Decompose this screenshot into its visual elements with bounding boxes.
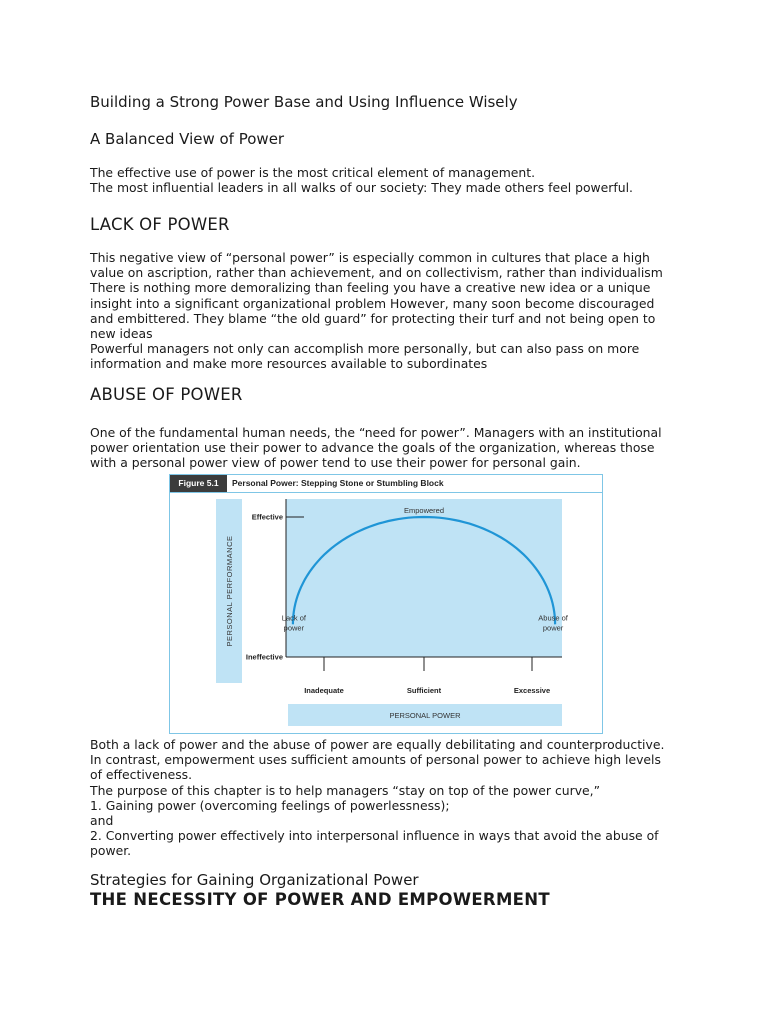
- annotation-empowered: [404, 506, 444, 515]
- figure-5-1: [169, 474, 603, 734]
- text-line: information and make more resources available to subordinates: [90, 356, 488, 372]
- text-line: Both a lack of power and the abuse of power are equally debilitating and counterproductive.: [90, 737, 665, 752]
- document-title: Building a Strong Power Base and Using Influence Wisely: [90, 93, 518, 111]
- text-line: value on ascription, rather than achievement, and on collectivism, rather than individualism: [90, 265, 663, 281]
- text-line: Powerful managers not only can accomplish more personally, but can also pass on more: [90, 341, 640, 357]
- heading-lack-of-power: LACK OF POWER: [90, 215, 230, 234]
- chart-panels: [216, 499, 562, 726]
- plot-panel: [283, 499, 562, 657]
- text-line: with a personal power view of power tend to use their power for personal gain.: [90, 455, 581, 471]
- x-tick-label: Sufficient: [406, 686, 442, 695]
- text-line: The most influential leaders in all walks of our society: They made others feel powerful.: [90, 180, 633, 196]
- y-tick-label: Ineffective: [245, 652, 283, 662]
- x-tick-label: Excessive: [513, 686, 551, 695]
- power-curve-chart: [170, 475, 602, 733]
- list-item: 1. Gaining power (overcoming feelings of powerlessness);: [90, 797, 450, 813]
- annotation-lack-of-power: [282, 613, 307, 632]
- figure-label: Figure 5.1: [170, 475, 227, 492]
- x-ticks: [304, 657, 550, 695]
- text-line: In contrast, empowerment uses sufficient amounts of personal power to achieve high levels: [90, 752, 661, 768]
- text-line: and: [90, 813, 114, 829]
- x-axis-title: PERSONAL POWER: [389, 711, 461, 720]
- text-line: of effectiveness.: [90, 767, 193, 783]
- annotation-abuse-of-power: [538, 613, 569, 632]
- text-line: There is nothing more demoralizing than feeling you have a creative new idea or a unique: [90, 280, 651, 296]
- paragraph-lack-of-power: [90, 250, 663, 372]
- annotation-text: Lack of: [281, 613, 306, 623]
- heading-balanced-view: A Balanced View of Power: [90, 130, 285, 148]
- list-item: 2. Converting power effectively into interpersonal influence in ways that avoid the abuse of: [90, 828, 659, 844]
- annotation-text: Abuse of: [538, 613, 568, 623]
- y-axis-title: PERSONAL PERFORMANCE: [225, 535, 234, 647]
- paragraph-balanced-view: [90, 165, 633, 195]
- text-line: power.: [90, 843, 132, 859]
- heading-strategies: Strategies for Gaining Organizational Power: [90, 871, 419, 889]
- annotation-text: Empowered: [403, 506, 445, 515]
- paragraph-abuse-of-power: [90, 425, 662, 471]
- text-line: power orientation use their power to advance the goals of the organization, whereas those: [90, 440, 655, 456]
- annotation-text: power: [283, 623, 305, 633]
- text-line: insight into a significant organizational problem However, many soon become discouraged: [90, 295, 655, 311]
- heading-necessity: THE NECESSITY OF POWER AND EMPOWERMENT: [90, 890, 550, 909]
- text-line: The effective use of power is the most critical element of management.: [90, 165, 536, 180]
- figure-title: Personal Power: Stepping Stone or Stumbling Block: [232, 478, 444, 488]
- annotation-text: power: [542, 623, 564, 633]
- text-line: new ideas: [90, 326, 153, 342]
- paragraph-after-figure: [90, 737, 664, 859]
- text-line: This negative view of “personal power” is especially common in cultures that place a high: [90, 250, 650, 265]
- x-tick-label: Inadequate: [304, 686, 344, 695]
- text-line: and embittered. They blame “the old guard” for protecting their turf and not being open to: [90, 310, 656, 326]
- text-line: One of the fundamental human needs, the “need for power”. Managers with an institutional: [90, 425, 662, 440]
- y-tick-label: Effective: [251, 512, 283, 522]
- text-line: The purpose of this chapter is to help managers “stay on top of the power curve,”: [90, 782, 601, 798]
- heading-abuse-of-power: ABUSE OF POWER: [90, 385, 243, 404]
